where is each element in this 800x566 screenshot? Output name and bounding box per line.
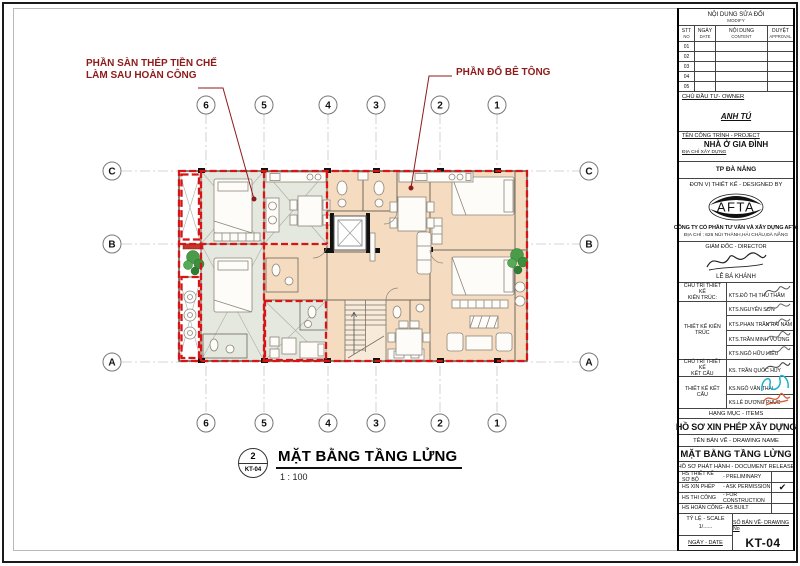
- titleblock-footer: [679, 514, 793, 550]
- release-row: HS THIẾT KẾ SƠ BỘ - PRELIMINARY: [679, 472, 793, 483]
- personnel-table: [679, 283, 793, 409]
- afta-logo: [704, 192, 768, 222]
- date-label: NGÀY - DATE: [688, 539, 723, 546]
- modify-row: 02: [679, 52, 793, 62]
- role-arch-lead: CHỦ TRÌ THIẾT KẾ KIẾN TRÚC:: [679, 283, 726, 302]
- release-label: HỒ SƠ PHÁT HÀNH - DOCUMENT RELEASE: [679, 462, 793, 472]
- role-struct-lead: CHỦ TRÌ THIẾT KẾ KẾT CẤU: [679, 360, 726, 377]
- owner-name: ANH TÚ: [679, 103, 793, 132]
- personnel-row: KTS.ĐỖ THỊ THU THẮM: [727, 283, 793, 302]
- grid-row-label: C: [108, 166, 116, 178]
- grid-col-label: 4: [325, 100, 331, 112]
- release-checkbox: [771, 493, 793, 503]
- director-signature: [679, 251, 793, 272]
- annotation-concrete: PHẦN ĐỔ BÊ TÔNG: [456, 67, 551, 78]
- project-label: TÊN CÔNG TRÌNH - PROJECT: [682, 132, 760, 139]
- drawing-name-value: MẶT BẰNG TẦNG LỬNG: [679, 447, 793, 462]
- scale-value: 1/......: [698, 523, 713, 530]
- modify-table-columns: STT NO NGÀY DATE NỘI DUNG CONTENT DUYỆT APPROVAL: [679, 26, 793, 42]
- project-name: NHÀ Ở GIA ĐÌNH: [703, 139, 769, 149]
- grid-col-label: 2: [437, 100, 443, 112]
- grid-col-label: 2: [437, 418, 443, 430]
- modify-table-header: NỘI DUNG SỬA ĐỔI MODIFY: [679, 9, 793, 26]
- drawing-name-label: TÊN BẢN VẼ - DRAWING NAME: [679, 435, 793, 447]
- grid-row-label: A: [585, 357, 593, 369]
- sheet-number-label: SỐ BẢN VẼ- DRAWING No: [733, 519, 790, 532]
- company-logo: [679, 191, 793, 223]
- release-checkbox-checked: ✔: [771, 483, 793, 493]
- view-title: [238, 448, 462, 482]
- sheet-number: KT-04: [745, 535, 781, 550]
- owner-label: CHỦ ĐẦU TƯ- OWNER: [682, 94, 745, 100]
- signature: [764, 315, 792, 329]
- annotation-steel-floor: PHẦN SÀN THÉP TIỀN CHẾ LÀM SAU HOÀN CÔNG: [86, 58, 217, 81]
- personnel-row: KTS.PHAN TRẦN HẢI NAM: [727, 316, 793, 331]
- modify-row: 03: [679, 62, 793, 72]
- modify-row: 01: [679, 42, 793, 52]
- release-checkbox: [771, 472, 793, 482]
- signature: [764, 301, 792, 314]
- items-label: HẠNG MỤC - ITEMS: [679, 409, 793, 419]
- grid-row-label: C: [585, 166, 593, 178]
- role-arch: THIẾT KẾ KIẾN TRÚC: [679, 302, 726, 359]
- director-label: GIÁM ĐỐC - DIRECTOR: [705, 243, 767, 250]
- view-scale: 1 : 100: [280, 472, 308, 482]
- grid-col-label: 5: [261, 100, 267, 112]
- project-city: TP ĐÀ NẴNG: [679, 162, 793, 179]
- company-name: CÔNG TY CỔ PHẦN TƯ VẤN VÀ XÂY DỰNG AFTA: [673, 224, 799, 231]
- grid-col-label: 6: [203, 418, 209, 430]
- grid-row-label: B: [108, 239, 116, 251]
- detail-number: 2: [239, 449, 267, 464]
- project-permit: ĐỊA CHỈ XÂY DỰNG: [682, 149, 727, 155]
- project-section: [679, 132, 793, 162]
- modify-row: 05: [679, 82, 793, 92]
- grid-row-label: B: [585, 239, 593, 251]
- scale-label: TỶ LỆ - SCALE: [686, 515, 725, 522]
- director-name: LÊ BÁ KHÁNH: [679, 272, 793, 283]
- release-row: HS XIN PHÉP - ASK PERMISSION ✔: [679, 483, 793, 494]
- detail-sheet: KT-04: [244, 467, 262, 474]
- personnel-row: KTS.TRẦN MINH VƯƠNG: [727, 331, 793, 346]
- signature: [764, 330, 792, 344]
- grid-col-label: 3: [373, 418, 379, 430]
- items-value: HỒ SƠ XIN PHÉP XÂY DỰNG: [679, 419, 793, 435]
- signature: [762, 359, 792, 375]
- designed-by-label: ĐƠN VỊ THIẾT KẾ - DESIGNED BY: [689, 181, 783, 188]
- grid-col-label: 3: [373, 100, 379, 112]
- signature: [764, 345, 792, 358]
- release-row: HS HOÀN CÔNG - AS BUILT: [679, 504, 793, 514]
- personnel-row: KTS.NGÔ HỮU HIẾU: [727, 346, 793, 360]
- grid-col-label: 5: [261, 418, 267, 430]
- modify-row: 04: [679, 72, 793, 82]
- grid-col-label: 1: [494, 418, 500, 430]
- personnel-row: KS.LÊ DƯƠNG PHÚC: [727, 395, 793, 408]
- personnel-row: KTS.NGUYỄN SƠN: [727, 302, 793, 316]
- signature: [760, 389, 792, 407]
- view-title-text: MẶT BẰNG TẦNG LỬNG: [276, 448, 462, 469]
- grid-col-label: 4: [325, 418, 331, 430]
- grid-row-label: A: [108, 357, 116, 369]
- elevator: [330, 213, 370, 253]
- title-block: [673, 8, 799, 551]
- signature: [762, 282, 792, 300]
- personnel-row: KS.NGÔ VĂN THÁI: [727, 377, 793, 396]
- release-checkbox: [771, 504, 793, 513]
- release-row: HS THI CÔNG - FOR CONSTRUCTION: [679, 493, 793, 504]
- role-struct: THIẾT KẾ KẾT CẤU: [684, 386, 720, 399]
- company-address: ĐỊA CHỈ : 626 NÚI THÀNH,HẢI CHÂU,ĐÀ NẴNG: [679, 233, 793, 242]
- grid-col-label: 1: [494, 100, 500, 112]
- detail-bubble: [238, 448, 268, 478]
- personnel-row: KS. TRẦN QUỐC HUY: [727, 360, 793, 377]
- grid-col-label: 6: [203, 100, 209, 112]
- afta-logo-text: AFTA: [716, 199, 756, 215]
